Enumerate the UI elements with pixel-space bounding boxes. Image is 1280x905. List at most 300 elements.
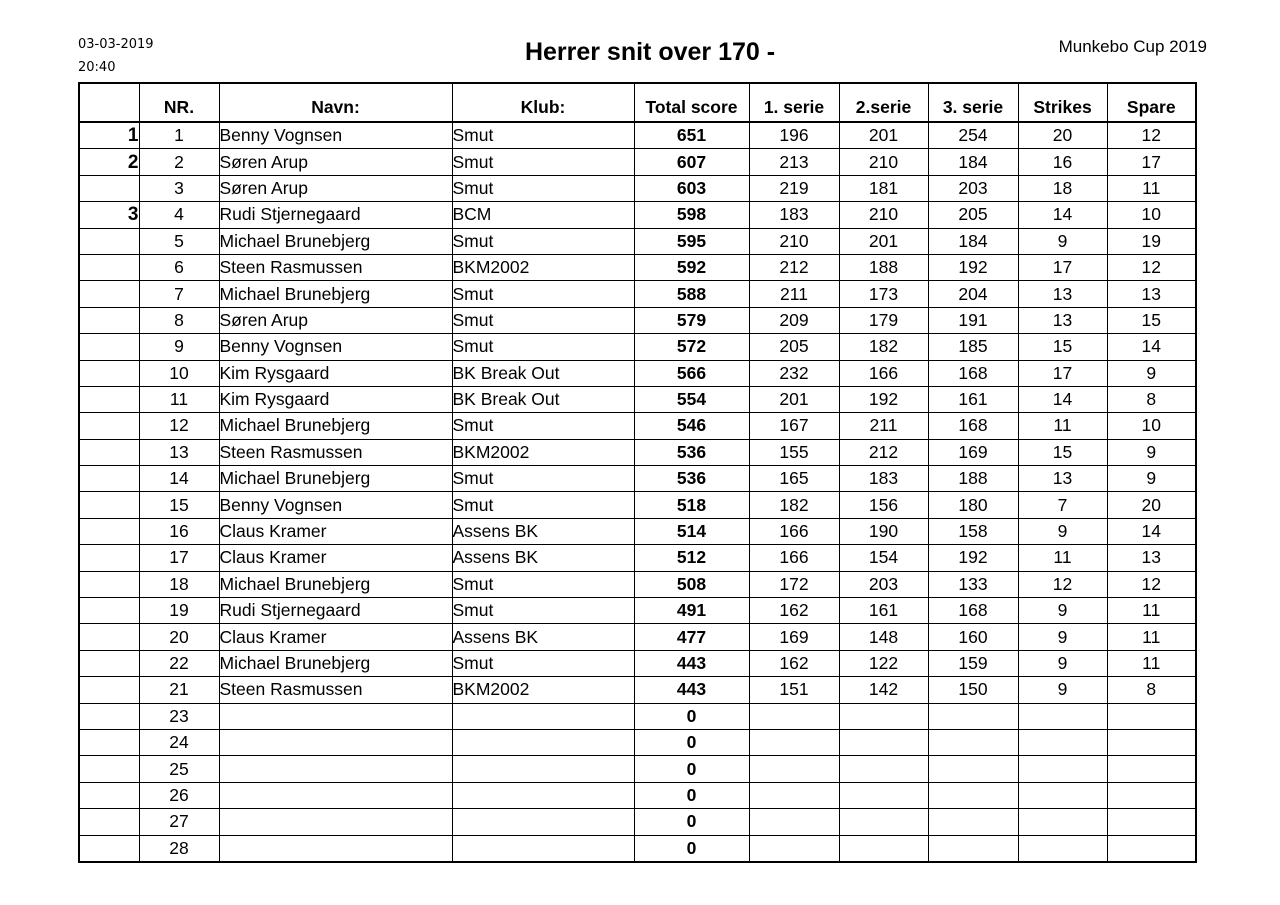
cell-place	[79, 254, 139, 280]
cell-total: 572	[634, 334, 749, 360]
cell-name: Michael Brunebjerg	[219, 281, 452, 307]
cell-total: 588	[634, 281, 749, 307]
cell-spare	[1107, 756, 1196, 782]
cell-place	[79, 835, 139, 862]
cell-strikes: 15	[1018, 439, 1107, 465]
cell-strikes: 17	[1018, 360, 1107, 386]
col-header-spare: Spare	[1107, 83, 1196, 122]
cell-club: Smut	[452, 122, 634, 149]
table-row	[79, 175, 1196, 201]
cell-total: 592	[634, 254, 749, 280]
cell-club	[452, 703, 634, 729]
cell-nr: 18	[139, 571, 219, 597]
cell-total: 508	[634, 571, 749, 597]
cell-strikes: 13	[1018, 281, 1107, 307]
cell-name: Rudi Stjernegaard	[219, 598, 452, 624]
cell-series1	[749, 809, 839, 835]
cell-total: 651	[634, 122, 749, 149]
cell-name: Steen Rasmussen	[219, 439, 452, 465]
cell-series2	[839, 703, 928, 729]
cell-series2	[839, 835, 928, 862]
cell-series2: 181	[839, 175, 928, 201]
cell-place	[79, 175, 139, 201]
cell-spare: 11	[1107, 598, 1196, 624]
cell-place	[79, 386, 139, 412]
cell-name: Claus Kramer	[219, 518, 452, 544]
table-row	[79, 703, 1196, 729]
cell-name	[219, 835, 452, 862]
table-row	[79, 466, 1196, 492]
cell-name: Benny Vognsen	[219, 334, 452, 360]
cell-total: 518	[634, 492, 749, 518]
cell-nr: 28	[139, 835, 219, 862]
cell-series2: 190	[839, 518, 928, 544]
col-header-strikes: Strikes	[1018, 83, 1107, 122]
table-row	[79, 650, 1196, 676]
cell-club: Assens BK	[452, 624, 634, 650]
cell-series3: 159	[928, 650, 1018, 676]
cell-club: Smut	[452, 228, 634, 254]
cell-name	[219, 809, 452, 835]
cell-series2: 211	[839, 413, 928, 439]
cell-series1: 162	[749, 598, 839, 624]
cell-place: 2	[79, 149, 139, 175]
cell-spare: 14	[1107, 518, 1196, 544]
cell-nr: 8	[139, 307, 219, 333]
cell-spare: 10	[1107, 413, 1196, 439]
cell-nr: 5	[139, 228, 219, 254]
cell-series3: 191	[928, 307, 1018, 333]
cell-nr: 16	[139, 518, 219, 544]
cell-name: Steen Rasmussen	[219, 254, 452, 280]
cell-series1	[749, 782, 839, 808]
cell-series3: 169	[928, 439, 1018, 465]
table-row	[79, 545, 1196, 571]
table-row	[79, 334, 1196, 360]
table-row	[79, 122, 1196, 149]
table-row	[79, 518, 1196, 544]
cell-series1	[749, 835, 839, 862]
table-row	[79, 413, 1196, 439]
cell-nr: 25	[139, 756, 219, 782]
cell-series1: 165	[749, 466, 839, 492]
cell-club: Smut	[452, 307, 634, 333]
cell-series3: 158	[928, 518, 1018, 544]
cell-series2: 148	[839, 624, 928, 650]
cell-name: Michael Brunebjerg	[219, 571, 452, 597]
cell-series1: 232	[749, 360, 839, 386]
cell-total: 579	[634, 307, 749, 333]
cell-series2	[839, 782, 928, 808]
cell-series3: 168	[928, 413, 1018, 439]
table-row	[79, 729, 1196, 755]
cell-total: 546	[634, 413, 749, 439]
cell-club: BKM2002	[452, 677, 634, 703]
cell-total: 0	[634, 729, 749, 755]
cell-series2: 210	[839, 149, 928, 175]
cell-spare: 13	[1107, 281, 1196, 307]
results-body	[79, 122, 1196, 862]
col-header-series1: 1. serie	[749, 83, 839, 122]
cell-series2	[839, 756, 928, 782]
cell-spare: 17	[1107, 149, 1196, 175]
cell-series3	[928, 756, 1018, 782]
cell-nr: 13	[139, 439, 219, 465]
cell-spare: 9	[1107, 360, 1196, 386]
cell-series1: 201	[749, 386, 839, 412]
cell-strikes: 7	[1018, 492, 1107, 518]
cell-strikes: 9	[1018, 228, 1107, 254]
table-row	[79, 492, 1196, 518]
cell-total: 0	[634, 756, 749, 782]
cell-name	[219, 729, 452, 755]
cell-series1: 205	[749, 334, 839, 360]
cell-series1: 162	[749, 650, 839, 676]
cell-total: 0	[634, 809, 749, 835]
col-header-place	[79, 83, 139, 122]
cell-total: 598	[634, 202, 749, 228]
cell-series3: 205	[928, 202, 1018, 228]
cell-strikes: 9	[1018, 598, 1107, 624]
cell-series1: 210	[749, 228, 839, 254]
table-row	[79, 439, 1196, 465]
cell-nr: 6	[139, 254, 219, 280]
cell-series1: 196	[749, 122, 839, 149]
cell-place	[79, 228, 139, 254]
cell-nr: 26	[139, 782, 219, 808]
table-row	[79, 756, 1196, 782]
cell-nr: 19	[139, 598, 219, 624]
table-row	[79, 782, 1196, 808]
cell-series1: 213	[749, 149, 839, 175]
cell-place	[79, 729, 139, 755]
cell-spare	[1107, 835, 1196, 862]
cell-total: 595	[634, 228, 749, 254]
cell-series3: 188	[928, 466, 1018, 492]
table-row	[79, 571, 1196, 597]
cell-series1: 155	[749, 439, 839, 465]
cell-club	[452, 756, 634, 782]
cell-place	[79, 307, 139, 333]
cell-series1	[749, 703, 839, 729]
cell-series3: 203	[928, 175, 1018, 201]
cell-total: 554	[634, 386, 749, 412]
cell-series1: 182	[749, 492, 839, 518]
cell-place	[79, 571, 139, 597]
cell-name: Rudi Stjernegaard	[219, 202, 452, 228]
cell-name	[219, 756, 452, 782]
cell-place	[79, 413, 139, 439]
cell-series2: 212	[839, 439, 928, 465]
cell-club: Assens BK	[452, 545, 634, 571]
cell-place	[79, 598, 139, 624]
cell-nr: 4	[139, 202, 219, 228]
cell-series2: 203	[839, 571, 928, 597]
cell-club: BKM2002	[452, 254, 634, 280]
cell-strikes: 9	[1018, 677, 1107, 703]
cell-series1: 212	[749, 254, 839, 280]
cell-strikes: 11	[1018, 545, 1107, 571]
cell-place	[79, 756, 139, 782]
cell-nr: 17	[139, 545, 219, 571]
cell-nr: 24	[139, 729, 219, 755]
cell-place	[79, 703, 139, 729]
cell-place: 3	[79, 202, 139, 228]
cell-strikes: 11	[1018, 413, 1107, 439]
cell-series3: 168	[928, 360, 1018, 386]
cell-strikes: 12	[1018, 571, 1107, 597]
results-table	[78, 82, 1197, 863]
cell-series3: 180	[928, 492, 1018, 518]
cell-name: Kim Rysgaard	[219, 386, 452, 412]
cell-spare: 9	[1107, 466, 1196, 492]
cell-place	[79, 809, 139, 835]
cell-spare: 13	[1107, 545, 1196, 571]
cell-place	[79, 439, 139, 465]
table-row	[79, 228, 1196, 254]
col-header-club: Klub:	[452, 83, 634, 122]
table-row	[79, 149, 1196, 175]
cell-nr: 14	[139, 466, 219, 492]
cell-club: Smut	[452, 650, 634, 676]
table-row	[79, 835, 1196, 862]
cell-series2	[839, 809, 928, 835]
cell-spare: 10	[1107, 202, 1196, 228]
cell-series3: 133	[928, 571, 1018, 597]
event-name: Munkebo Cup 2019	[1058, 37, 1207, 56]
cell-spare: 11	[1107, 650, 1196, 676]
cell-name: Claus Kramer	[219, 624, 452, 650]
table-row	[79, 307, 1196, 333]
cell-spare: 14	[1107, 334, 1196, 360]
cell-total: 566	[634, 360, 749, 386]
cell-series1: 211	[749, 281, 839, 307]
cell-series1: 151	[749, 677, 839, 703]
cell-nr: 10	[139, 360, 219, 386]
cell-series2: 188	[839, 254, 928, 280]
table-row	[79, 254, 1196, 280]
col-header-series2: 2.serie	[839, 83, 928, 122]
cell-total: 536	[634, 439, 749, 465]
cell-club: Assens BK	[452, 518, 634, 544]
cell-name: Michael Brunebjerg	[219, 466, 452, 492]
cell-strikes: 14	[1018, 386, 1107, 412]
cell-strikes	[1018, 756, 1107, 782]
cell-spare: 20	[1107, 492, 1196, 518]
cell-nr: 11	[139, 386, 219, 412]
page-title: Herrer snit over 170 -	[524, 38, 776, 66]
cell-name: Benny Vognsen	[219, 122, 452, 149]
cell-club: Smut	[452, 334, 634, 360]
table-row	[79, 202, 1196, 228]
cell-club: BCM	[452, 202, 634, 228]
cell-nr: 7	[139, 281, 219, 307]
cell-strikes: 9	[1018, 518, 1107, 544]
cell-strikes: 9	[1018, 650, 1107, 676]
col-header-total: Total score	[634, 83, 749, 122]
table-row	[79, 360, 1196, 386]
cell-series3	[928, 703, 1018, 729]
cell-spare: 8	[1107, 386, 1196, 412]
cell-total: 491	[634, 598, 749, 624]
cell-name: Kim Rysgaard	[219, 360, 452, 386]
cell-series2: 173	[839, 281, 928, 307]
cell-club: Smut	[452, 492, 634, 518]
col-header-nr: NR.	[139, 83, 219, 122]
cell-club: Smut	[452, 466, 634, 492]
cell-club: Smut	[452, 281, 634, 307]
cell-series2: 166	[839, 360, 928, 386]
cell-place	[79, 466, 139, 492]
cell-name: Søren Arup	[219, 307, 452, 333]
cell-total: 443	[634, 677, 749, 703]
cell-series2: 210	[839, 202, 928, 228]
table-row	[79, 281, 1196, 307]
cell-place	[79, 492, 139, 518]
cell-spare	[1107, 809, 1196, 835]
cell-strikes: 9	[1018, 624, 1107, 650]
cell-name: Claus Kramer	[219, 545, 452, 571]
cell-name	[219, 703, 452, 729]
cell-club: BK Break Out	[452, 386, 634, 412]
cell-series2: 142	[839, 677, 928, 703]
cell-total: 0	[634, 835, 749, 862]
cell-strikes	[1018, 703, 1107, 729]
cell-spare: 15	[1107, 307, 1196, 333]
table-row	[79, 809, 1196, 835]
cell-place	[79, 782, 139, 808]
cell-series3	[928, 835, 1018, 862]
cell-place	[79, 545, 139, 571]
cell-spare: 19	[1107, 228, 1196, 254]
cell-series2: 182	[839, 334, 928, 360]
cell-series3: 161	[928, 386, 1018, 412]
cell-series3: 168	[928, 598, 1018, 624]
cell-series2: 156	[839, 492, 928, 518]
cell-place	[79, 650, 139, 676]
cell-club: Smut	[452, 413, 634, 439]
cell-nr: 9	[139, 334, 219, 360]
cell-strikes: 18	[1018, 175, 1107, 201]
cell-spare: 9	[1107, 439, 1196, 465]
cell-series3	[928, 729, 1018, 755]
table-row	[79, 624, 1196, 650]
cell-place	[79, 334, 139, 360]
cell-nr: 21	[139, 677, 219, 703]
cell-strikes: 16	[1018, 149, 1107, 175]
cell-club	[452, 809, 634, 835]
cell-strikes	[1018, 729, 1107, 755]
cell-series2: 179	[839, 307, 928, 333]
cell-series3: 184	[928, 228, 1018, 254]
cell-total: 477	[634, 624, 749, 650]
cell-total: 512	[634, 545, 749, 571]
col-header-name: Navn:	[219, 83, 452, 122]
cell-series2: 192	[839, 386, 928, 412]
cell-total: 536	[634, 466, 749, 492]
cell-club: Smut	[452, 175, 634, 201]
cell-total: 514	[634, 518, 749, 544]
cell-name: Michael Brunebjerg	[219, 228, 452, 254]
cell-total: 607	[634, 149, 749, 175]
cell-nr: 27	[139, 809, 219, 835]
cell-series1: 209	[749, 307, 839, 333]
cell-strikes: 17	[1018, 254, 1107, 280]
cell-series1: 167	[749, 413, 839, 439]
cell-series3: 204	[928, 281, 1018, 307]
cell-series3	[928, 809, 1018, 835]
cell-total: 0	[634, 703, 749, 729]
cell-series3	[928, 782, 1018, 808]
cell-series3: 192	[928, 545, 1018, 571]
cell-spare: 8	[1107, 677, 1196, 703]
cell-place	[79, 360, 139, 386]
cell-nr: 2	[139, 149, 219, 175]
cell-total: 603	[634, 175, 749, 201]
header-row	[79, 83, 1196, 122]
cell-strikes: 14	[1018, 202, 1107, 228]
cell-series3: 184	[928, 149, 1018, 175]
cell-series2: 161	[839, 598, 928, 624]
cell-club	[452, 835, 634, 862]
cell-place	[79, 677, 139, 703]
cell-nr: 12	[139, 413, 219, 439]
cell-series1	[749, 756, 839, 782]
cell-series1: 166	[749, 545, 839, 571]
cell-spare: 12	[1107, 254, 1196, 280]
cell-nr: 3	[139, 175, 219, 201]
cell-place: 1	[79, 122, 139, 149]
cell-series2	[839, 729, 928, 755]
cell-place	[79, 518, 139, 544]
cell-name: Michael Brunebjerg	[219, 413, 452, 439]
print-date: 03-03-2019	[78, 37, 154, 52]
print-time: 20:40	[78, 60, 116, 75]
cell-series1: 183	[749, 202, 839, 228]
cell-nr: 1	[139, 122, 219, 149]
cell-series1: 169	[749, 624, 839, 650]
cell-club	[452, 729, 634, 755]
cell-club	[452, 782, 634, 808]
table-row	[79, 677, 1196, 703]
col-header-series3: 3. serie	[928, 83, 1018, 122]
cell-series2: 183	[839, 466, 928, 492]
cell-series1: 219	[749, 175, 839, 201]
cell-total: 443	[634, 650, 749, 676]
cell-name: Steen Rasmussen	[219, 677, 452, 703]
cell-spare: 11	[1107, 624, 1196, 650]
cell-name: Michael Brunebjerg	[219, 650, 452, 676]
cell-club: BK Break Out	[452, 360, 634, 386]
table-row	[79, 386, 1196, 412]
cell-strikes: 13	[1018, 466, 1107, 492]
cell-name: Søren Arup	[219, 149, 452, 175]
cell-club: Smut	[452, 598, 634, 624]
cell-strikes	[1018, 809, 1107, 835]
cell-place	[79, 624, 139, 650]
cell-series1	[749, 729, 839, 755]
cell-spare: 11	[1107, 175, 1196, 201]
cell-strikes: 13	[1018, 307, 1107, 333]
cell-spare	[1107, 703, 1196, 729]
cell-series1: 166	[749, 518, 839, 544]
cell-club: Smut	[452, 571, 634, 597]
cell-series1: 172	[749, 571, 839, 597]
cell-strikes: 20	[1018, 122, 1107, 149]
cell-series3: 254	[928, 122, 1018, 149]
cell-nr: 20	[139, 624, 219, 650]
cell-club: Smut	[452, 149, 634, 175]
